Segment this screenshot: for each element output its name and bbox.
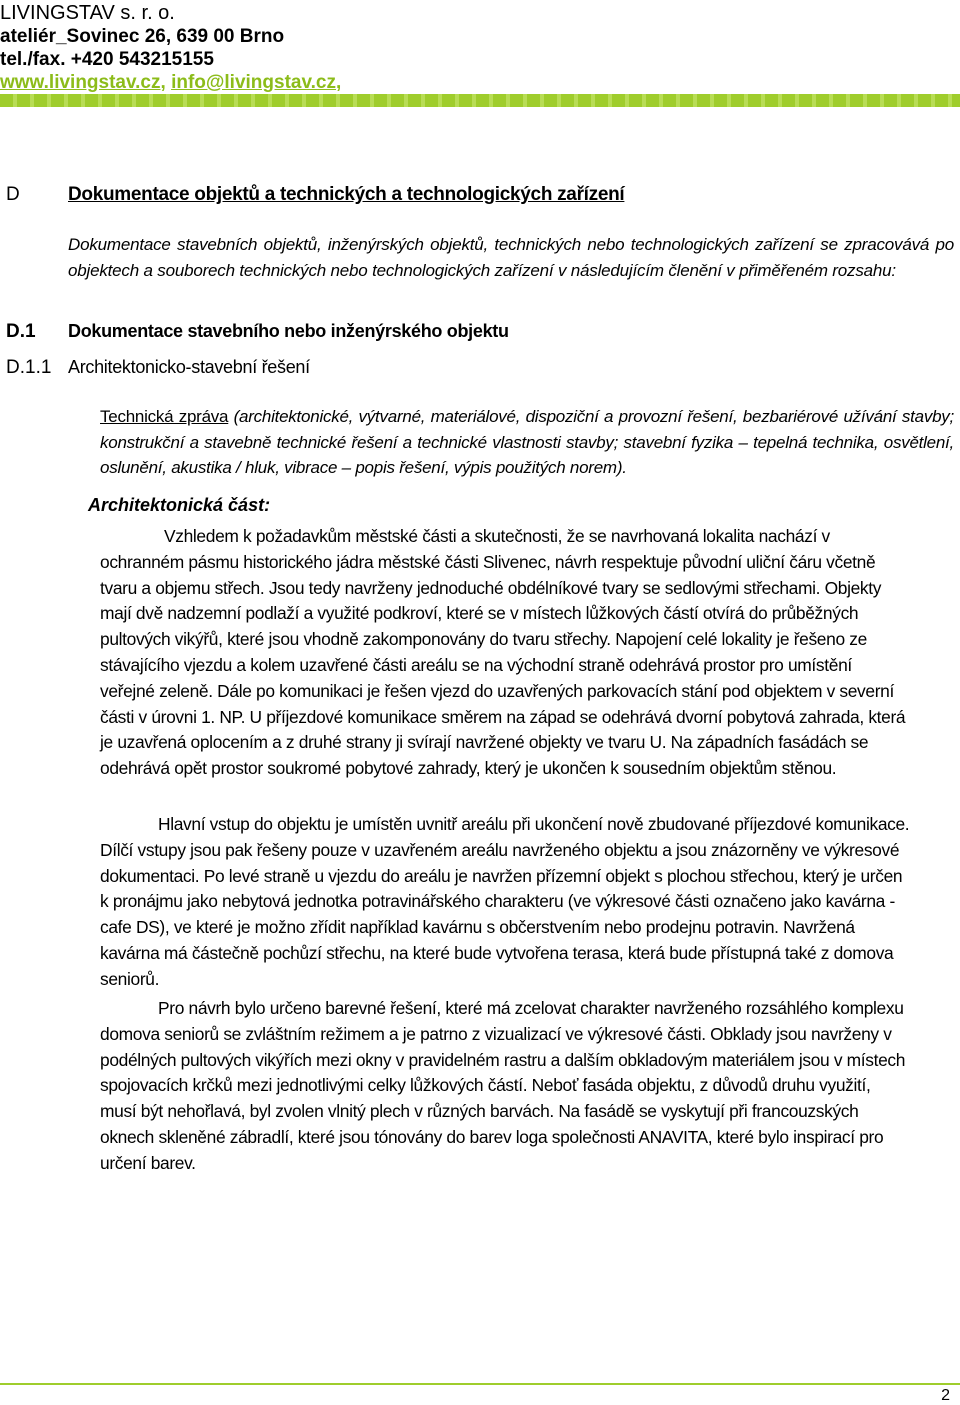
architectural-paragraph (100, 524, 910, 782)
section-number: D.1 (6, 321, 36, 342)
section-number: D (6, 184, 20, 205)
section-title: Dokumentace objektů a technických a technologických zařízení (68, 184, 625, 205)
page-number: 2 (941, 1387, 950, 1404)
technical-report-paragraph (100, 404, 954, 481)
company-name: LIVINGSTAV s. r. o. (0, 2, 175, 24)
company-phone: tel./fax. +420 543215155 (0, 49, 214, 70)
architectural-part-title: Architektonická část: (88, 495, 271, 515)
section-d-intro: Dokumentace stavebních objektů, inženýrských objektů, technických nebo technologických zařízení se zpracovává po objektech a souborech technických nebo technologických zařízení v následujícím členění v přiměřeném rozsahu: (68, 235, 954, 280)
footer-divider (0, 1383, 960, 1385)
section-number: D.1.1 (6, 357, 52, 378)
company-address: ateliér_Sovinec 26, 639 00 Brno (0, 26, 285, 47)
section-title: Dokumentace stavebního nebo inženýrského objektu (68, 321, 509, 341)
section-title: Architektonicko-stavební řešení (68, 357, 310, 377)
architectural-paragraph (100, 812, 910, 993)
company-contacts (0, 71, 960, 94)
paragraph-text: Pro návrh bylo určeno barevné řešení, které má zcelovat charakter navrženého rozsáhlého komplexu domova seniorů se zvláštním režimem a je patrno z vizualizací ve výkresové části. Obklady jsou navrženy v podélných pultových vikýřích mezi okny v pravidelném rastru a dalším obkladovým materiálem jsou v místech spojovacích krčků mezi jednotlivými celky lůžkových částí. Neboť fasáda objektu, z důvodů druhu využití, musí být nehořlavá, byl zvolen vlnitý plech v různých barvách. Na fasádě se vyskytují při francouzských oknech skleněné zábradlí, které jsou tónovány do barev loga společnosti ANAVITA, které bylo inspirací pro určení barev. (100, 998, 906, 1173)
technical-report-label: Technická zpráva (100, 407, 229, 426)
contact-separator: , (160, 72, 172, 93)
letterhead (0, 2, 960, 94)
email-link[interactable]: info@livingstav.cz, (171, 72, 342, 93)
paragraph-text: Vzhledem k požadavkům městské části a skutečnosti, že se navrhovaná lokalita nachází v ochranném pásmu historického jádra městské části Slivenec, návrh respektuje původní uliční čáru včetně tvaru a objemu střech. Jsou tedy navrženy jednoduché obdélníkové tvary se sedlovými střechami. Objekty mají dvě nadzemní podlaží a využité podkroví, které se v místech lůžkových částí otvírá do průběžných pultových vikýřů, které jsou vhodně zakomponovány do tvaru střechy. Napojení celé lokality je řešeno ze stávajícího vjezdu a kolem uzavřené části areálu se na východní straně odehrává prostor pro umístění veřejné zeleně. Dále po komunikaci je řešen vjezd do uzavřených parkovacích stání pod objektem v severní části v úrovni 1. NP. U příjezdové komunikace směrem na západ se odehrává dvorní pobytová zahrada, která je uzavřená oplocením a z druhé strany ji svírají navržené objekty ve tvaru U. Na západních fasádách se odehrává opět prostor soukromé pobytové zahrady, který je ukončen k sousedním objektům stěnou. (100, 526, 906, 779)
header-decorative-bar (0, 94, 960, 107)
architectural-paragraph (100, 996, 910, 1177)
website-link[interactable]: www.livingstav.cz (0, 72, 161, 93)
technical-report-text: (architektonické, výtvarné, materiálové, dispoziční a provozní řešení, bezbariérové užívání stavby; konstrukční a stavebně technické řešení a technické vlastnosti stavby; stavební fyzika – tepelná technika, osvětlení, oslunění, akustika / hluk, vibrace – popis řešení, výpis použitých norem). (100, 407, 954, 477)
paragraph-text: Hlavní vstup do objektu je umístěn uvnitř areálu při ukončení nově zbudované příjezdové komunikace. Dílčí vstupy jsou pak řešeny pouze v uzavřeném areálu navrženého objektu a jsou znázorněny ve výkresové dokumentaci. Po levé straně u vjezdu do areálu je navržen přízemní objekt s plochou střechou, který je určen k pronájmu jako nebytová jednotka potravinářského charakteru (ve výkresové části označeno jako kavárna - cafe DS), ve které je možno zřídit například kavárnu s občerstvením nebo prodejnu potravin. Navržená kavárna má částečně pochůzí střechu, na které bude vytvořena terasa, která bude přístupná také z domova seniorů. (100, 814, 910, 989)
